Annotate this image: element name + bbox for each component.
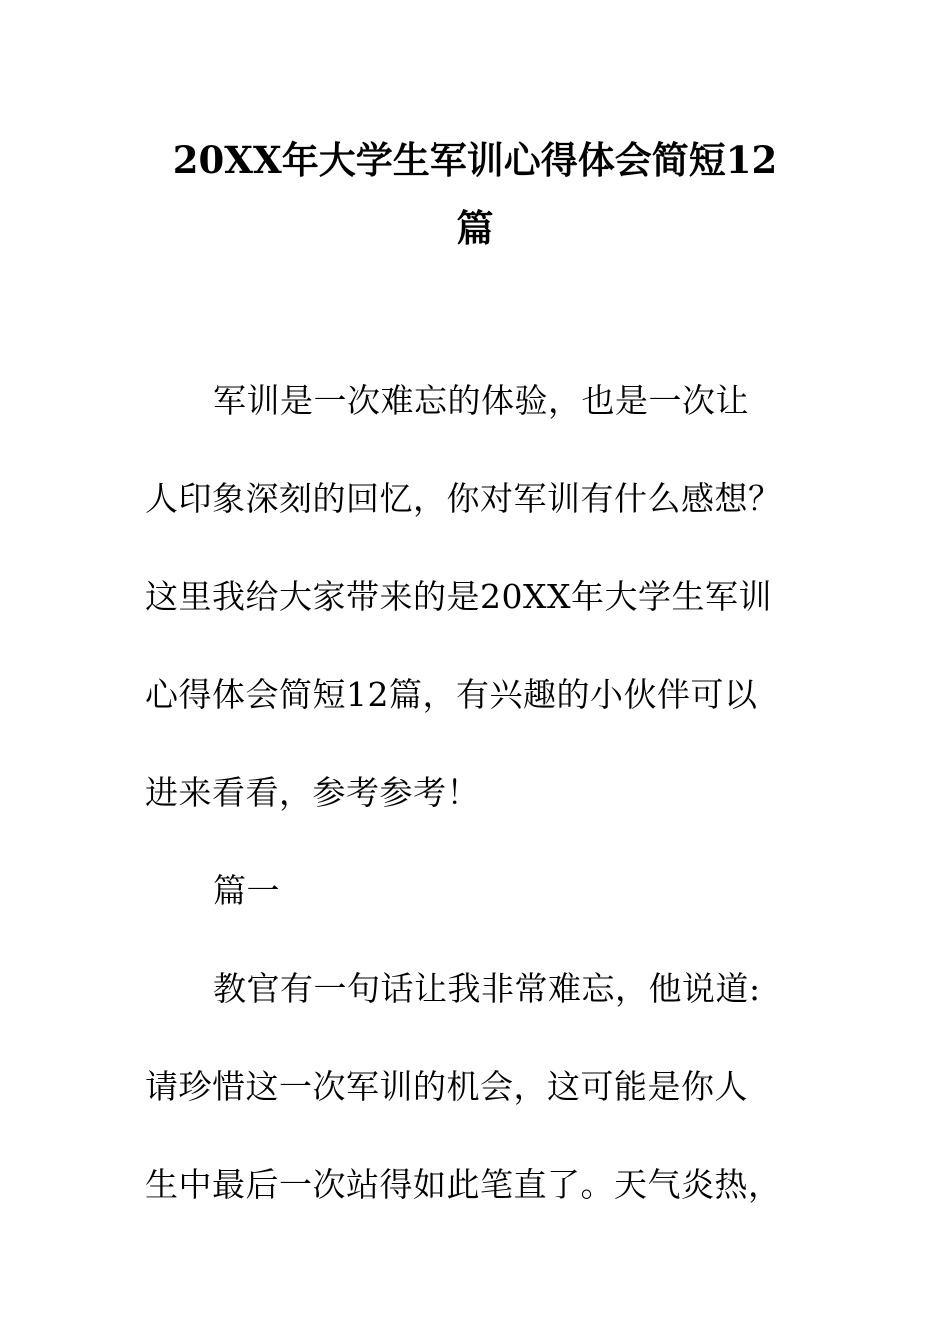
title-line-1: 20XX年大学生军训心得体会简短12	[172, 138, 778, 182]
document-body	[145, 368, 805, 1250]
paragraph-line: 请珍惜这一次军训的机会，这可能是你人	[145, 1067, 748, 1106]
paragraph-line: 心得体会简短12篇，有兴趣的小伙伴可以	[145, 675, 758, 714]
paragraph-line: 军训是一次难忘的体验，也是一次让	[213, 381, 749, 420]
title-line-2: 篇	[456, 206, 494, 250]
paragraph-line: 人印象深刻的回忆，你对军训有什么感想？	[145, 479, 782, 518]
paragraph-line: 进来看看，参考参考！	[145, 773, 480, 812]
paragraph-line: 这里我给大家带来的是20XX年大学生军训	[145, 577, 772, 616]
section-heading: 篇一	[213, 871, 280, 910]
paragraph-line: 生中最后一次站得如此笔直了。天气炎热，	[145, 1165, 782, 1204]
document-title	[120, 126, 830, 262]
paragraph-line: 教官有一句话让我非常难忘，他说道:	[213, 969, 761, 1008]
